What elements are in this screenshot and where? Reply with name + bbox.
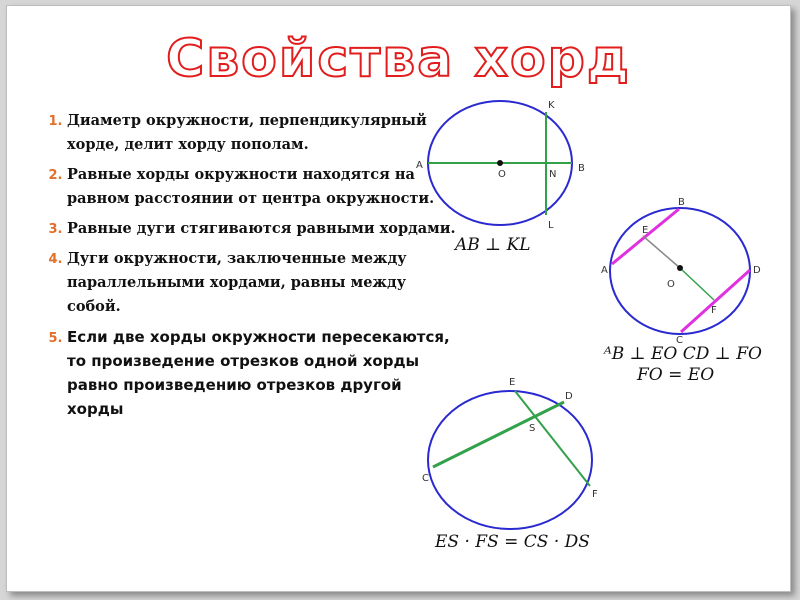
property-item: 5. Если две хорды окружности пересекаются, то произведение отрезков одной хорды равно произведению отрезков другой хорды [67,325,457,421]
label-o: O [498,169,506,180]
formula-3: ES · FS = CS · DS [435,532,590,552]
formula-2-line-2: FO = EO [637,365,715,385]
center-point-o2 [677,265,683,271]
property-item: 1. Диаметр окружности, перпендикулярный хорде, делит хорду пополам. [67,109,457,157]
label-a2: A [601,265,608,276]
slide-title: Свойства хорд [166,29,631,89]
property-item: 2. Равные хорды окружности находятся на равном расстоянии от центра окружности. [67,163,457,211]
segment-eo [643,236,680,268]
circle-3 [428,391,592,529]
label-f2: F [711,305,717,316]
label-s3: S [529,423,536,434]
label-d2: D [753,265,761,276]
label-k: K [548,100,555,111]
figure-1 [416,100,585,255]
label-b2: B [678,197,685,208]
label-e2: E [642,225,649,236]
label-e3: E [509,377,516,388]
figure-2 [601,197,762,385]
label-c3: C [422,473,429,484]
property-item: 4. Дуги окружности, заключенные между параллельными хордами, равны между собой. [67,247,457,319]
label-o2: O [667,279,675,290]
segment-of [680,268,714,300]
label-b: B [578,163,585,174]
formula-1: AB ⊥ KL [455,235,531,255]
label-n: N [549,169,557,180]
chord-ef [515,391,590,486]
label-f3: F [592,489,598,500]
label-a: A [416,160,423,171]
label-l: L [548,220,554,231]
center-point-o [497,160,503,166]
property-item: 3. Равные дуги стягиваются равными хордами. [67,217,457,241]
label-c2: C [676,335,683,346]
label-d3: D [565,391,573,402]
formula-2-line-1: ᴬB ⊥ EO CD ⊥ FO [604,344,762,364]
figure-3 [422,377,598,552]
